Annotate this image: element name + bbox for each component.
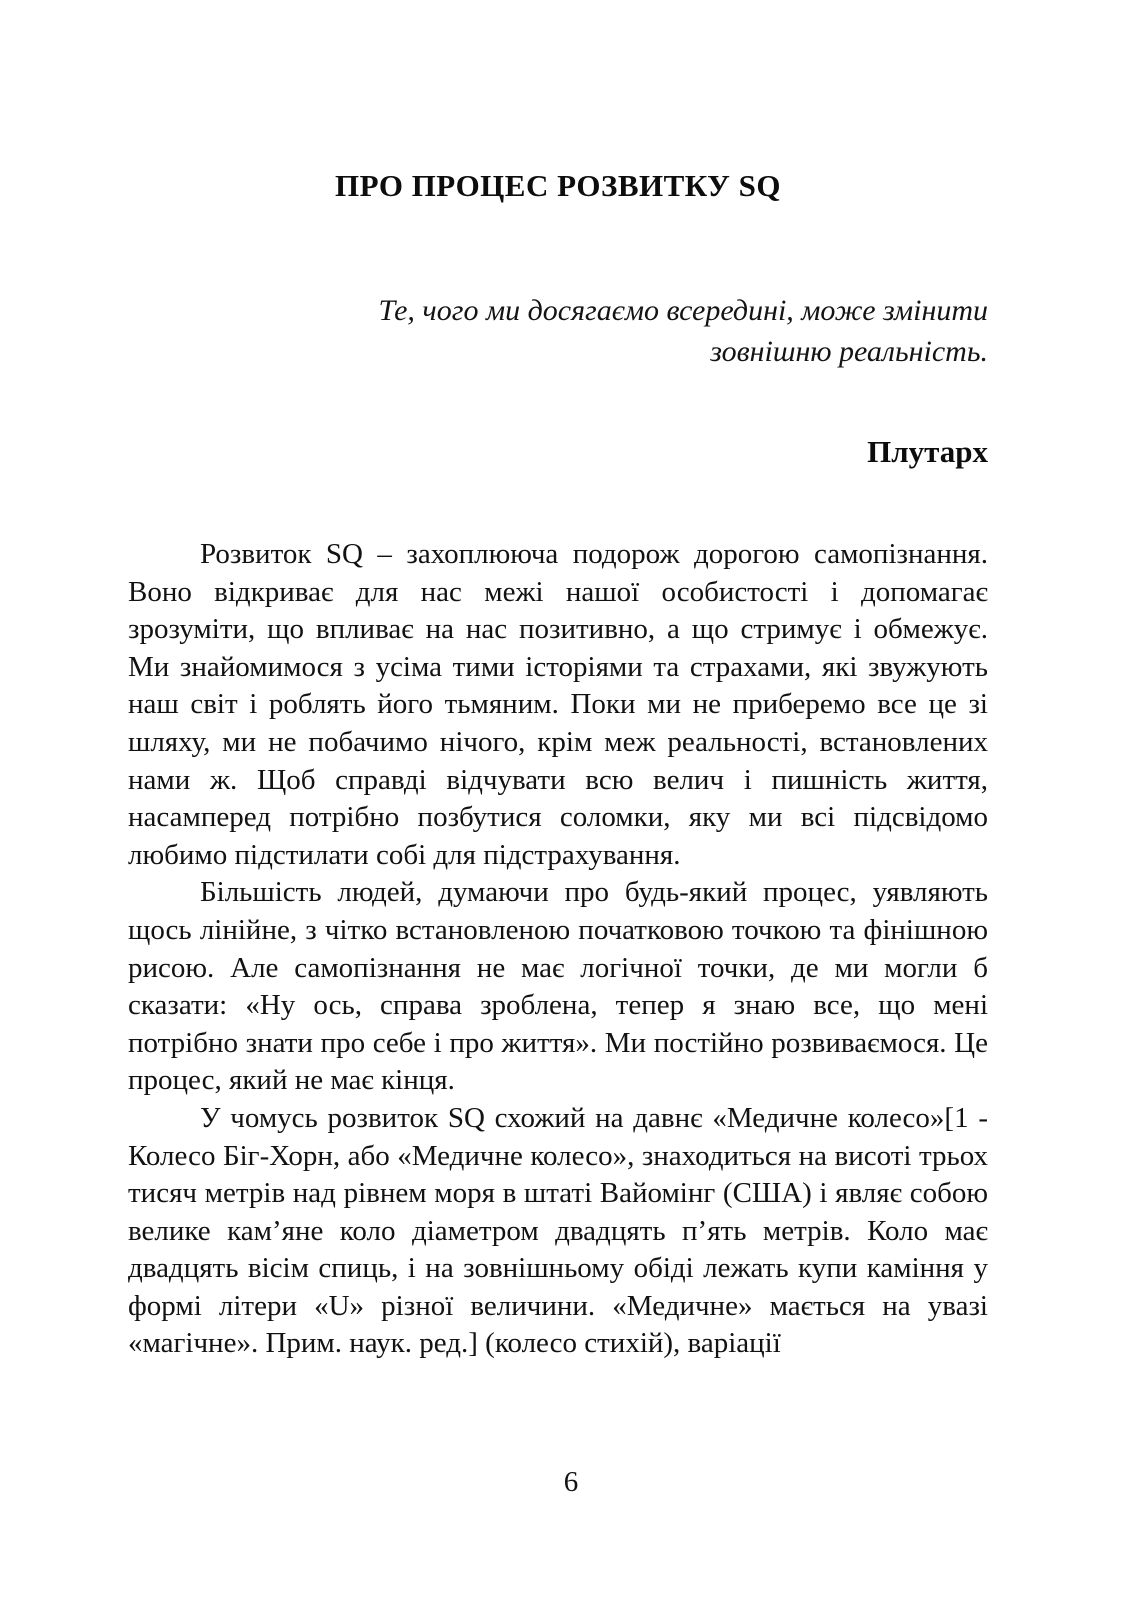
chapter-title: ПРО ПРОЦЕС РОЗВИТКУ SQ: [334, 168, 782, 203]
epigraph-attribution: Плутарх: [867, 434, 988, 469]
text-column: [128, 0, 988, 1363]
paragraph-3: У чомусь розвиток SQ схожий на давнє «Медичне колесо»[1 - Колесо Біг-Хорн, або «Медичне колесо», знаходиться на висоті трьох тисяч метрів над рівнем моря в штаті Вайомінг (США) і являє собою велике кам’яне коло діаметром двадцять п’ять метрів. Коло має двадцять вісім спиць, і на зовнішньому обіді лежать купи каміння у формі літери «U» різної величини. «Медичне» мається на увазі «магічне». Прим. наук. ред.] (колесо стихій), варіації: [128, 1101, 988, 1360]
body-text: [128, 536, 988, 1363]
paragraph-1: Розвиток SQ – захоплююча подорож дорогою самопізнання. Воно відкриває для нас межі нашої особистості і допомагає зрозуміти, що впливає на нас позитивно, а що стримує і обмежує. Ми знайомимося з усіма тими історіями та страхами, які звужують наш світ і роблять його тьмяним. Поки ми не приберемо все це зі шляху, ми не побачимо нічого, крім меж реальності, встановлених нами ж. Щоб справді відчувати всю велич і пишність життя, насамперед потрібно позбутися соломки, яку ми всі підсвідомо любимо підстилати собі для підстрахування.: [128, 538, 988, 871]
epigraph-quote: Те, чого ми досягаємо всередині, може змінити зовнішню реальність.: [378, 294, 988, 368]
paragraph-2: Більшість людей, думаючи про будь-який процес, уявляють щось лінійне, з чітко встановленою початковою точкою та фінішною рисою. Але самопізнання не має логічної точки, де ми могли б сказати: «Ну ось, справа зроблена, тепер я знаю все, що мені потрібно знати про себе і про життя». Ми постійно розвиваємося. Це процес, який не має кінця.: [128, 876, 988, 1097]
page-number: 6: [563, 1466, 579, 1498]
